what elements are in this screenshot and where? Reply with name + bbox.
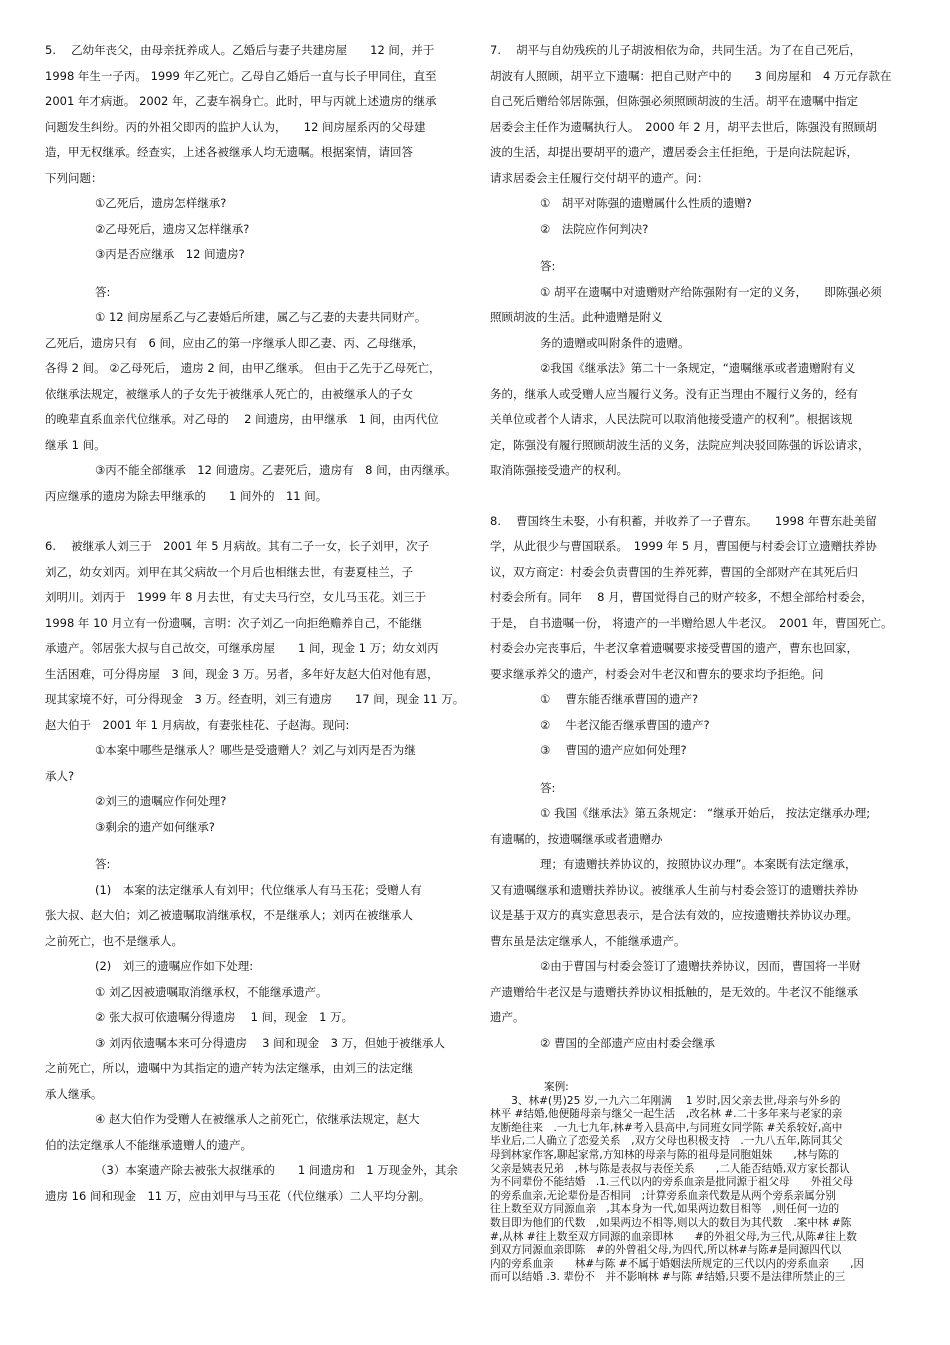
sub-question: 承人? bbox=[45, 768, 75, 783]
question-7 bbox=[490, 38, 910, 484]
case-line: 父亲是姨表兄弟 ,林与陈是表叔与表侄关系 ,二人能否结婚,双方家长都认 bbox=[490, 1162, 850, 1175]
case-line: 到双方同源血亲即陈 #的外曾祖父母,为四代,所以林#与陈#是同源四代以 bbox=[490, 1244, 842, 1257]
answer-line: 关单位或者个人请求，人民法院可以取消他接受遗产的权利”。根据该规 bbox=[490, 412, 853, 426]
case-line: 母到林家作客,聊起家常,方知林的母亲与陈的祖母是同胞姐妹 ,林与陈的 bbox=[490, 1148, 840, 1161]
text-line: 波的生活，却提出要胡平的遗产，遭居委会主任拒绝，于是向法院起诉， bbox=[490, 145, 858, 159]
answer-line: ② 曹国的全部遗产应由村委会继承 bbox=[540, 1035, 715, 1050]
sub-question: ① 曹东能否继承曹国的遗产? bbox=[540, 692, 699, 706]
text-line: 1998 年 10 月立有一份遗嘱，言明：次子刘乙一向拒绝赡养自己，不能继 bbox=[45, 615, 422, 630]
case-line: 毕业后,二人确立了恋爱关系 ,双方父母也积极支持 .一九八五年,陈同其父 bbox=[490, 1135, 843, 1148]
answer-line: ②我国《继承法》第二十一条规定，“遗嘱继承或者遗赠附有义 bbox=[540, 361, 856, 375]
text-line: 刘乙，幼女刘丙。刘甲在其父病故一个月后也相继去世，有妻夏桂兰，子 bbox=[45, 564, 413, 579]
answer-line: 遗房 16 间和现金 11 万，应由刘甲与马玉花（代位继承）二人平均分割。 bbox=[45, 1188, 431, 1203]
answer-label: 答: bbox=[540, 259, 556, 273]
case-line: 友断绝往来 .一九七九年,林#考入县高中,与同班女同学陈 #关系较好,高中 bbox=[490, 1121, 843, 1134]
question-8 bbox=[490, 509, 910, 1057]
answer-line: 的晚辈直系血亲代位继承。对乙母的 2 间遗房，由甲继承 1 间，由丙代位 bbox=[45, 412, 439, 426]
text-line: 现其家境不好，可分得现金 3 万。经查明，刘三有遗房 17 间，现金 11 万。 bbox=[45, 692, 465, 706]
answer-line: ① 我国《继承法》第五条规定： “继承开始后， 按法定继承办理; bbox=[540, 806, 871, 820]
answer-line: 曹东虽是法定继承人，不能继承遗产。 bbox=[490, 933, 686, 948]
answer-label: 答: bbox=[95, 857, 111, 871]
text-line: 5. 乙幼年丧父，由母亲抚养成人。乙婚后与妻子共建房屋 12 间，并于 bbox=[45, 43, 435, 57]
case-line: 往上数至双方同源血亲 ,其本身为一代,如果两边数目相等 ,则任何一边的 bbox=[490, 1203, 840, 1216]
answer-line: ④ 赵大伯作为受赠人在被继承人之前死亡，依继承法规定，赵大 bbox=[95, 1112, 420, 1126]
text-line: 承遗产。邻居张大叔与自己故交，可继承房屋 1 间，现金 1 万；幼女刘丙 bbox=[45, 641, 439, 655]
case-label: 案例: bbox=[544, 1081, 569, 1093]
answer-line: 有遗嘱的，按遗嘱继承或者遗赠办 bbox=[490, 831, 663, 846]
text-line: 居委会主任作为遗嘱执行人。 2000 年 2 月，胡平去世后，陈强没有照顾胡 bbox=[490, 119, 877, 134]
sub-question: ①乙死后，遗房怎样继承? bbox=[95, 196, 227, 210]
answer-line: 理；有遗赠扶养协议的，按照协议办理”。本案既有法定继承， bbox=[540, 857, 857, 871]
answer-line: 取消陈强接受遗产的权利。 bbox=[490, 463, 628, 477]
text-line: 6. 被继承人刘三于 2001 年 5 月病故。其有二子一女，长子刘甲，次子 bbox=[45, 539, 430, 553]
sub-question: ③剩余的遗产如何继承? bbox=[95, 819, 215, 834]
answer-line: ②由于曹国与村委会签订了遗赠扶养协议，因而，曹国将一半财 bbox=[540, 959, 861, 973]
text-line: 造，甲无权继承。经查实，上述各被继承人均无遗嘱。根据案情，请回答 bbox=[45, 145, 413, 159]
text-line: 自己死后赠给邻居陈强，但陈强必须照顾胡波的生活。胡平在遗嘱中指定 bbox=[490, 94, 858, 108]
answer-line: ① 胡平在遗嘱中对遗赠财产给陈强附有一定的义务， 即陈强必须 bbox=[540, 284, 882, 299]
answer-line: 乙死后，遗房只有 6 间，应由乙的第一序继承人即乙妻、丙、乙母继承， bbox=[45, 335, 424, 350]
answer-line: 之前死亡，所以，遗嘱中为其指定的遗产转为法定继承，由刘三的法定继 bbox=[45, 1061, 413, 1075]
answer-line: 务的遗赠或叫附条件的遗赠。 bbox=[540, 335, 690, 350]
answer-line: 遗产。 bbox=[490, 1010, 525, 1024]
answer-line: (1) 本案的法定继承人有刘甲；代位继承人有马玉花；受赠人有 bbox=[95, 882, 422, 897]
answer-line: ① 12 间房屋系乙与乙妻婚后所建，属乙与乙妻的夫妻共同财产。 bbox=[95, 310, 427, 324]
text-line: 要求继承养父的遗产，村委会对牛老汉和曹东的要求均予拒绝。问 bbox=[490, 666, 824, 681]
text-line: 8. 曹国终生未娶，小有积蓄，并收养了一子曹东。 1998 年曹东赴美留 bbox=[490, 513, 877, 528]
text-line: 于是， 自书遗嘱一份， 将遗产的一半赠给恩人牛老汉。 2001 年，曹国死亡。 bbox=[490, 615, 893, 630]
answer-line: 继承 1 间。 bbox=[45, 437, 106, 452]
answer-line: 张大叔、赵大伯；刘乙被遗嘱取消继承权，不是继承人；刘丙在被继承人 bbox=[45, 908, 413, 922]
answer-line: 承人继承。 bbox=[45, 1086, 103, 1101]
sub-question: ③ 曹国的遗产应如何处理? bbox=[540, 743, 687, 757]
right-column bbox=[490, 38, 910, 1285]
answer-line: 议是基于双方的真实意思表示，是合法有效的，应按遗赠扶养协议办理。 bbox=[490, 908, 858, 922]
case-example bbox=[490, 1081, 910, 1285]
answer-line: ① 刘乙因被遗嘱取消继承权，不能继承遗产。 bbox=[95, 984, 328, 999]
case-line: 而可以结婚 .3. 辈份不 并不影响林 #与陈 #结婚,只要不是法律所禁止的三 bbox=[490, 1271, 846, 1284]
answer-line: ② 张大叔可依遗嘱分得遗房 1 间，现金 1 万。 bbox=[95, 1010, 354, 1024]
text-line: 生活困难，可分得房屋 3 间，现金 3 万。另者，多年好友赵大伯对他有恩， bbox=[45, 666, 439, 681]
text-line: 请求居委会主任履行交付胡平的遗产。问： bbox=[490, 170, 709, 185]
case-line: 为不同辈份不能结婚 .1.三代以内的旁系血亲是批同源于祖父母 外祖父母 bbox=[490, 1176, 854, 1189]
sub-question: ②刘三的遗嘱应作何处理? bbox=[95, 794, 227, 808]
text-line: 1998 年生一子丙。 1999 年乙死亡。乙母自乙婚后一直与长子甲同住，直至 bbox=[45, 68, 437, 83]
answer-line: 丙应继承的遗房为除去甲继承的 1 间外的 11 间。 bbox=[45, 488, 328, 503]
case-line: 3、林#(男)25 岁,一九六二年刚满 1 岁时,因父亲去世,母亲与外乡的 bbox=[490, 1094, 841, 1107]
text-line: 村委会办完丧事后，牛老汉拿着遗嘱要求接受曹国的遗产，曹东也回家， bbox=[490, 641, 858, 655]
sub-question: ② 法院应作何判决? bbox=[540, 221, 649, 236]
text-line: 学，从此很少与曹国联系。 1999 年 5 月，曹国便与村委会订立遗赠扶养协 bbox=[490, 539, 877, 553]
sub-question: ③丙是否应继承 12 间遗房? bbox=[95, 247, 245, 261]
sub-question: ①本案中哪些是继承人？哪些是受遗赠人？刘乙与刘丙是否为继 bbox=[95, 743, 416, 757]
case-line: 内的旁系血亲 林#与陈 #不属于婚姻法所规定的三代以内的旁系血亲 ,因 bbox=[490, 1257, 865, 1270]
text-line: 2001 年才病逝。 2002 年，乙妻车祸身亡。此时，甲与丙就上述遗房的继承 bbox=[45, 94, 437, 108]
question-5 bbox=[45, 38, 465, 509]
case-line: 的旁系血亲,无论辈份是否相同 ;计算旁系血亲代数是从两个旁系亲属分别 bbox=[490, 1189, 836, 1202]
answer-line: 务的，继承人或受赠人应当履行义务。没有正当理由不履行义务的，经有 bbox=[490, 386, 858, 401]
question-6 bbox=[45, 534, 465, 1209]
text-line: 刘明川。刘丙于 1999 年 8 月去世，有丈夫马行空，女儿马玉花。刘三于 bbox=[45, 590, 427, 604]
text-line: 7. 胡平与自幼残疾的儿子胡波相依为命，共同生活。为了在自己死后， bbox=[490, 43, 862, 57]
case-line: 林平 #结婚,他便随母亲与继父一起生活 ,改名林 #.二十多年来与老家的亲 bbox=[490, 1108, 843, 1121]
text-line: 赵大伯于 2001 年 1 月病故，有妻张桂花、子赵海。现问: bbox=[45, 717, 350, 732]
answer-line: ③ 刘丙依遗嘱本来可分得遗房 3 间和现金 3 万，但她于被继承人 bbox=[95, 1035, 446, 1050]
answer-label: 答: bbox=[95, 284, 111, 299]
answer-line: 照顾胡波的生活。此种遗赠是附义 bbox=[490, 310, 663, 324]
answer-line: 之前死亡，也不是继承人。 bbox=[45, 933, 183, 948]
sub-question: ① 胡平对陈强的遗赠属什么性质的遗赠? bbox=[540, 196, 752, 210]
text-line: 胡波有人照顾，胡平立下遗嘱：把自己财产中的 3 间房屋和 4 万元存款在 bbox=[490, 68, 892, 83]
answer-line: ③丙不能全部继承 12 间遗房。乙妻死后，遗房有 8 间，由丙继承。 bbox=[95, 463, 457, 477]
case-line: #,从林 #往上数至双方同源的血亲即林 #的外祖父母,为三代,从陈#往上数 bbox=[490, 1230, 857, 1243]
answer-line: 又有遗嘱继承和遗赠扶养协议。被继承人生前与村委会签订的遗赠扶养协 bbox=[490, 882, 858, 897]
answer-line: (2) 刘三的遗嘱应作如下处理: bbox=[95, 959, 254, 973]
answer-line: （3）本案遗产除去被张大叔继承的 1 间遗房和 1 万现金外，其余 bbox=[95, 1163, 458, 1177]
answer-label: 答: bbox=[540, 780, 556, 795]
text-line: 议，双方商定：村委会负责曹国的生养死葬，曹国的全部财产在其死后归 bbox=[490, 564, 858, 579]
answer-line: 各得 2 间。 ②乙母死后， 遗房 2 间，由甲乙继承。 但由于乙先于乙母死亡， bbox=[45, 361, 441, 375]
case-line: 数目即为他们的代数 ,如果两边不相等,则以大的数目为其代数 .案中林 #陈 bbox=[490, 1216, 852, 1229]
answer-line: 依继承法规定，被继承人的子女先于被继承人死亡的，由被继承人的子女 bbox=[45, 386, 413, 401]
answer-line: 定，陈强没有履行照顾胡波生活的义务，法院应判决驳回陈强的诉讼请求， bbox=[490, 437, 870, 452]
answer-line: 伯的法定继承人不能继承遗赠人的遗产。 bbox=[45, 1137, 252, 1152]
text-line: 下列问题： bbox=[45, 170, 103, 185]
text-line: 村委会所有。同年 8 月，曹国觉得自己的财产较多，不想全部给村委会， bbox=[490, 590, 873, 604]
left-column bbox=[45, 38, 465, 1209]
sub-question: ②乙母死后，遗房又怎样继承? bbox=[95, 221, 250, 236]
text-line: 问题发生纠纷。丙的外祖父即丙的监护人认为， 12 间房屋系丙的父母建 bbox=[45, 119, 426, 134]
answer-line: 产遗赠给牛老汉是与遗赠扶养协议相抵触的，是无效的。牛老汉不能继承 bbox=[490, 984, 858, 999]
sub-question: ② 牛老汉能否继承曹国的遗产? bbox=[540, 717, 710, 732]
